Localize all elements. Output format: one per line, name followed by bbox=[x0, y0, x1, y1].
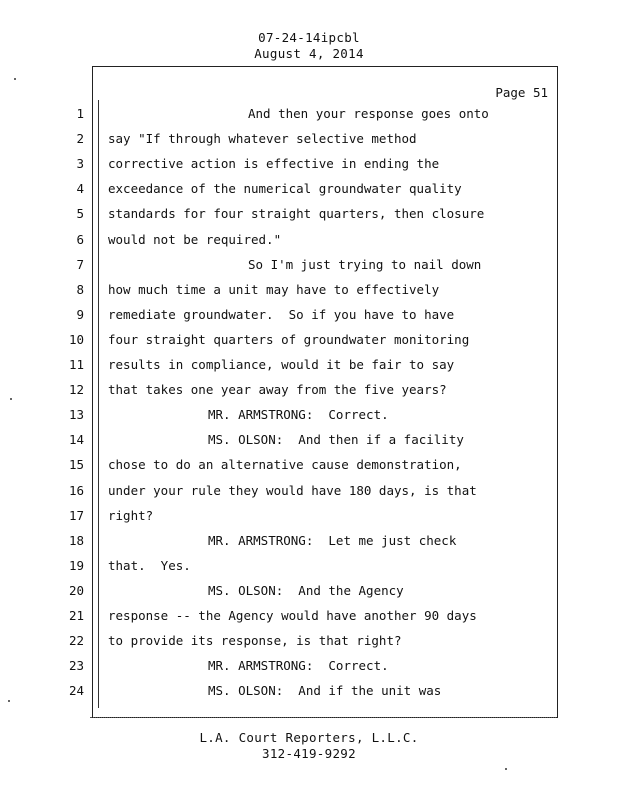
transcript-line bbox=[0, 307, 618, 327]
line-text: results in compliance, would it be fair to say bbox=[108, 357, 455, 372]
line-number: 11 bbox=[68, 357, 84, 372]
line-number: 15 bbox=[68, 457, 84, 473]
scan-speck bbox=[10, 398, 12, 400]
line-number: 9 bbox=[76, 306, 84, 322]
document-id: 07-24-14ipcbl bbox=[258, 30, 360, 45]
transcript-line bbox=[0, 683, 618, 703]
line-text: MS. OLSON: And then if a facility bbox=[208, 432, 464, 448]
line-number: 24 bbox=[68, 683, 84, 699]
line-text: how much time a unit may have to effectively bbox=[108, 281, 440, 297]
line-number: 2 bbox=[76, 131, 84, 147]
transcript-line bbox=[0, 206, 618, 226]
reporter-phone: 312-419-9292 bbox=[262, 746, 356, 761]
transcript-line bbox=[0, 332, 618, 352]
frame-bottom-edge bbox=[90, 717, 556, 718]
line-text: MR. ARMSTRONG: Correct. bbox=[208, 407, 389, 423]
line-number: 19 bbox=[68, 557, 84, 573]
transcript-line bbox=[0, 608, 618, 628]
line-text: And then your response goes onto bbox=[248, 106, 489, 121]
line-text: standards for four straight quarters, then closure bbox=[108, 206, 485, 222]
line-number: 6 bbox=[76, 231, 84, 247]
line-text: four straight quarters of groundwater monitoring bbox=[108, 331, 470, 347]
scan-speck bbox=[8, 700, 10, 702]
document-date: August 4, 2014 bbox=[254, 46, 364, 61]
line-number: 23 bbox=[68, 658, 84, 674]
line-text: remediate groundwater. So if you have to have bbox=[108, 306, 455, 322]
line-text: MR. ARMSTRONG: Correct. bbox=[208, 658, 389, 674]
line-number: 4 bbox=[76, 181, 84, 197]
scan-speck bbox=[14, 78, 16, 80]
line-number: 14 bbox=[68, 432, 84, 448]
transcript-line bbox=[0, 106, 618, 126]
line-text: chose to do an alternative cause demonstration, bbox=[108, 457, 462, 473]
transcript-line bbox=[0, 131, 618, 151]
transcript-line bbox=[0, 658, 618, 678]
scan-speck bbox=[505, 768, 507, 770]
transcript-line bbox=[0, 181, 618, 201]
line-text: MR. ARMSTRONG: Let me just check bbox=[208, 532, 457, 548]
line-number: 3 bbox=[76, 156, 84, 172]
line-text: right? bbox=[108, 507, 154, 523]
line-number: 22 bbox=[68, 633, 84, 649]
transcript-line bbox=[0, 357, 618, 377]
transcript-line bbox=[0, 432, 618, 452]
line-number: 5 bbox=[76, 206, 84, 222]
line-number: 17 bbox=[68, 507, 84, 523]
line-text: under your rule they would have 180 days, is that bbox=[108, 482, 477, 498]
line-text: exceedance of the numerical groundwater quality bbox=[108, 181, 462, 197]
line-text: say "If through whatever selective method bbox=[108, 131, 417, 147]
line-number: 16 bbox=[68, 482, 84, 498]
line-text: that. Yes. bbox=[108, 557, 191, 573]
line-text: corrective action is effective in ending the bbox=[108, 156, 440, 172]
transcript-line bbox=[0, 282, 618, 302]
transcript-line bbox=[0, 533, 618, 553]
line-number: 13 bbox=[68, 407, 84, 423]
transcript-line bbox=[0, 382, 618, 402]
line-number: 1 bbox=[76, 106, 84, 121]
line-text: that takes one year away from the five years? bbox=[108, 382, 447, 398]
transcript-line bbox=[0, 407, 618, 427]
line-text: would not be required." bbox=[108, 231, 282, 247]
transcript-line bbox=[0, 508, 618, 528]
line-number: 7 bbox=[76, 256, 84, 272]
line-text: response -- the Agency would have another 90 days bbox=[108, 608, 477, 623]
transcript-line bbox=[0, 583, 618, 603]
transcript-line bbox=[0, 257, 618, 277]
line-number: 12 bbox=[68, 382, 84, 398]
reporter-company: L.A. Court Reporters, L.L.C. bbox=[199, 730, 419, 745]
line-number: 21 bbox=[68, 608, 84, 623]
line-text: MS. OLSON: And if the unit was bbox=[208, 683, 442, 699]
line-text: So I'm just trying to nail down bbox=[248, 256, 482, 272]
page-number: Page 51 bbox=[495, 85, 548, 100]
line-number: 10 bbox=[68, 331, 84, 347]
line-number: 18 bbox=[68, 532, 84, 548]
transcript-line bbox=[0, 232, 618, 252]
line-text: MS. OLSON: And the Agency bbox=[208, 582, 404, 598]
transcript-line bbox=[0, 633, 618, 653]
transcript-line bbox=[0, 156, 618, 176]
line-text: to provide its response, is that right? bbox=[108, 633, 402, 649]
transcript-line bbox=[0, 457, 618, 477]
transcript-line bbox=[0, 558, 618, 578]
line-number: 20 bbox=[68, 582, 84, 598]
line-number: 8 bbox=[76, 281, 84, 297]
transcript-line bbox=[0, 483, 618, 503]
